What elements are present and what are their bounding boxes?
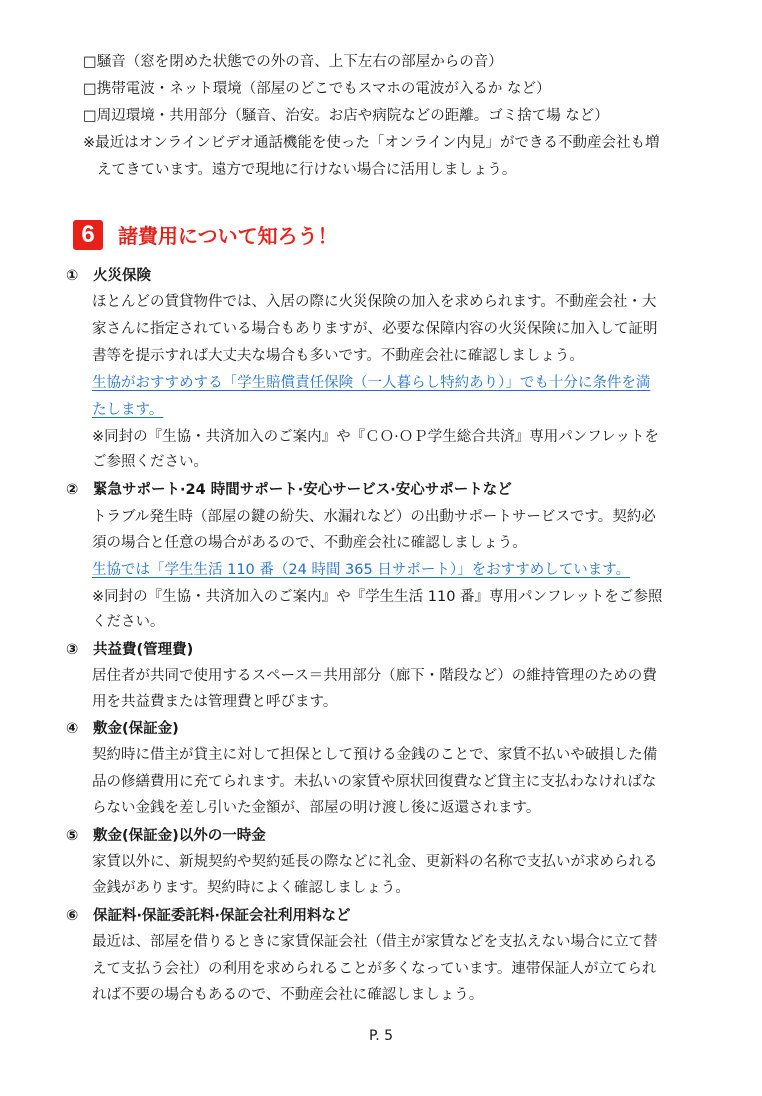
body-text: 最近は、部屋を借りるときに家賃保証会社（借主が家賃などを支払えない場合に立て替 [92,934,658,950]
pamphlet-note-cont: ご参照ください。 [92,454,208,470]
body-text: 金銭があります。契約時によく確認しましょう。 [92,880,410,896]
item-number: ① [66,268,79,284]
body-text: 品の修繕費用に充てられます。未払いの家賃や原状回復費など貸主に支払わなければな [92,774,657,790]
coop-insurance-link-cont[interactable]: たします。 [92,402,164,418]
item-number: ④ [66,721,79,737]
item-number: ② [66,482,79,498]
section-number-badge: 6 [73,220,103,250]
body-text: らない金銭を差し引いた金額が、部屋の明け渡し後に返還されます。 [92,800,541,816]
body-text: 書等を提示すれば大丈夫な場合も多いです。不動産会社に確認しましょう。 [92,348,584,364]
online-viewing-note-cont: えてきています。遠方で現地に行けない場合に活用しましょう。 [97,162,517,178]
body-text: 家さんに指定されている場合もありますが、必要な保障内容の火災保険に加入して証明 [92,321,658,337]
checklist-item-signal: □携帯電波・ネット環境（部屋のどこでもスマホの電波が入るか など） [83,81,551,97]
checklist-item-noise: □騒音（窓を閉めた状態での外の音、上下左右の部屋からの音） [83,54,503,70]
body-text: トラブル発生時（部屋の鍵の紛失、水漏れなど）の出動サポートサービスです。契約必 [92,509,656,525]
body-text: 家賃以外に、新規契約や契約延長の際などに礼金、更新料の名称で支払いが求められる [92,854,658,870]
body-text: えて支払う会社）の利用を求められることが多くなっています。連帯保証人が立てられ [92,961,657,977]
body-text: れば不要の場合もあるので、不動産会社に確認しましょう。 [92,987,484,1003]
item-number: ⑥ [66,908,79,924]
item-heading-fire-insurance: 火災保険 [93,268,151,284]
item-number: ⑤ [66,828,79,844]
coop-insurance-link[interactable]: 生協がおすすめする「学生賠償責任保険（一人暮らし特約あり）」でも十分に条件を満 [92,375,651,391]
item-heading-guarantee-fee: 保証料·保証委託料·保証会社利用料など [93,908,351,924]
student-life-110-link[interactable]: 生協では「学生生活 110 番（24 時間 365 日サポート）」をおすすめしています。 [92,562,631,578]
item-number: ③ [66,642,79,658]
checklist-item-surroundings: □周辺環境・共用部分（騒音、治安。お店や病院などの距離。ゴミ捨て場 など） [83,108,609,124]
item-heading-lump-sum: 敷金(保証金)以外の一時金 [93,828,266,844]
online-viewing-note: ※最近はオンラインビデオ通話機能を使った「オンライン内見」ができる不動産会社も増 [83,135,660,151]
body-text: 居住者が共同で使用するスペース＝共用部分（廊下・階段など）の維持管理のための費 [92,668,657,684]
body-text: ほとんどの賃貸物件では、入居の際に火災保険の加入を求められます。不動産会社・大 [92,294,657,310]
item-heading-deposit: 敷金(保証金) [93,721,179,737]
pamphlet-note: ※同封の『生協・共済加入のご案内』や『学生生活 110 番』専用パンフレットをご参照 [92,589,663,605]
item-heading-common-fee: 共益費(管理費) [93,642,194,658]
pamphlet-note: ※同封の『生協・共済加入のご案内』や『ＣＯ·ＯＰ学生総合共済』専用パンフレットを [92,429,660,445]
item-heading-emergency-support: 緊急サポート·24 時間サポート·安心サービス·安心サポートなど [93,482,512,498]
section-title: 諸費用について知ろう！ [118,224,338,248]
body-text: 用を共益費または管理費と呼びます。 [92,694,338,710]
body-text: 契約時に借主が貸主に対して担保として預ける金銭のことで、家賃不払いや破損した備 [92,747,658,763]
body-text: 須の場合と任意の場合があるので、不動産会社に確認しましょう。 [92,535,527,551]
pamphlet-note-cont: ください。 [92,614,165,630]
page-number: P. 5 [368,1028,394,1044]
